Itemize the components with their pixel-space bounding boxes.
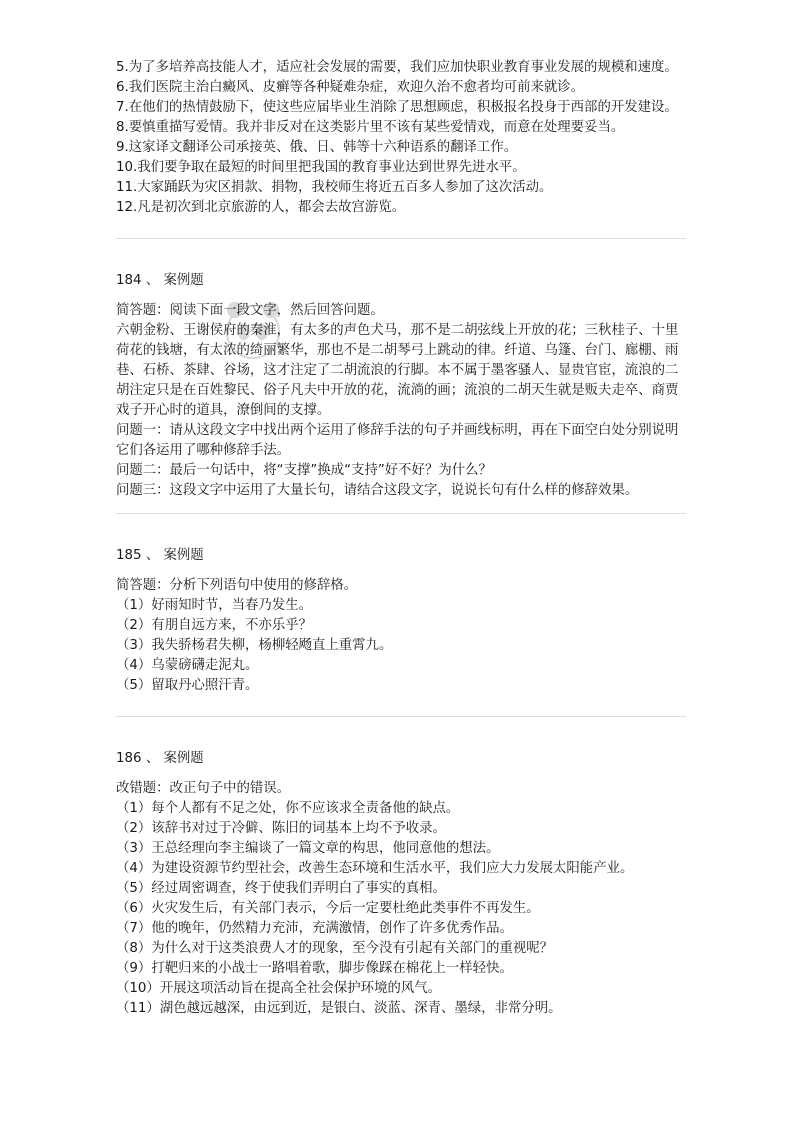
list-item: （5）留取丹心照汗青。 xyxy=(116,678,259,693)
question-number: 184 xyxy=(116,273,142,288)
list-item: （3）王总经理向李主编谈了一篇文章的构思，他同意他的想法。 xyxy=(116,841,500,856)
list-item: 5.为了多培养高技能人才，适应社会发展的需要，我们应加快职业教育事业发展的规模和速度。 xyxy=(116,60,678,75)
question-number: 186 xyxy=(116,751,142,766)
list-item: （4）乌蒙磅礴走泥丸。 xyxy=(116,658,259,673)
document-page xyxy=(116,58,686,1019)
question-prompt: 改错题：改正句子中的错误。 xyxy=(116,781,291,796)
question-type: 案例题 xyxy=(163,273,204,288)
question-separator: 、 xyxy=(141,548,164,563)
question-type: 案例题 xyxy=(163,548,204,563)
question-header xyxy=(116,271,686,291)
list-item: 10.我们要争取在最短的时间里把我国的教育事业达到世界先进水平。 xyxy=(116,160,526,175)
intro-list xyxy=(116,58,686,218)
list-item: （4）为建设资源节约型社会，改善生态环境和生活水平，我们应大力发展太阳能产业。 xyxy=(116,861,634,876)
list-item: （1）每个人都有不足之处，你不应该求全责备他的缺点。 xyxy=(116,801,460,816)
question-header xyxy=(116,546,686,566)
list-item: （2）有朋自远方来，不亦乐乎？ xyxy=(116,618,312,633)
list-item: （11）湖色越远越深，由远到近，是银白、淡蓝、深青、墨绿，非常分明。 xyxy=(116,1001,562,1016)
list-item: （7）他的晚年，仍然精力充沛，充满激情，创作了许多优秀作品。 xyxy=(116,921,513,936)
list-item: （5）经过周密调查，终于使我们弄明白了事实的真相。 xyxy=(116,881,446,896)
list-item: （10）开展这项活动旨在提高全社会保护环境的风气。 xyxy=(116,981,442,996)
list-item: 6.我们医院主治白癜风、皮癣等各种疑难杂症，欢迎久治不愈者均可前来就诊。 xyxy=(116,80,585,95)
sub-question: 问题一：请从这段文字中找出两个运用了修辞手法的句子并画线标明，再在下面空白处分别说明它们各运用了哪种修辞手法。 xyxy=(116,423,679,458)
question-184 xyxy=(116,271,686,501)
question-type: 案例题 xyxy=(163,751,204,766)
list-item: （2）该辞书对过于冷僻、陈旧的词基本上均不予收录。 xyxy=(116,821,446,836)
question-header xyxy=(116,749,686,769)
list-item: （6）火灾发生后，有关部门表示，今后一定要杜绝此类事件不再发生。 xyxy=(116,901,540,916)
list-item: （9）打靶归来的小战士一路唱着歌，脚步像踩在棉花上一样轻快。 xyxy=(116,961,513,976)
list-item: 9.这家译文翻译公司承接英、俄、日、韩等十六种语系的翻译工作。 xyxy=(116,140,518,155)
question-186 xyxy=(116,749,686,1019)
list-item: 12.凡是初次到北京旅游的人，都会去故宫游览。 xyxy=(116,200,406,215)
question-185 xyxy=(116,546,686,696)
list-item: 11.大家踊跃为灾区捐款、捐物，我校师生将近五百多人参加了这次活动。 xyxy=(116,180,553,195)
list-item: 7.在他们的热情鼓励下，使这些应届毕业生消除了思想顾虑，积极报名投身于西部的开发建设。 xyxy=(116,100,678,115)
question-separator: 、 xyxy=(141,751,164,766)
question-separator: 、 xyxy=(141,273,164,288)
list-item: 8.要慎重描写爱情。我并非反对在这类影片里不该有某些爱情戏，而意在处理要妥当。 xyxy=(116,120,625,135)
sub-question: 问题二：最后一句话中，将“支撑”换成“支持”好不好？为什么？ xyxy=(116,463,492,478)
passage-text: 六朝金粉、王谢侯府的秦淮，有太多的声色犬马，那不是二胡弦线上开放的花；三秋桂子、十里荷花的钱塘，有太浓的绮丽繁华，那也不是二胡琴弓上跳动的律。纤道、乌篷、台门、廊棚、雨巷、石桥、茶肆、谷场，这才注定了二胡流浪的行脚。本不属于墨客骚人、显贵官宦，流浪的二胡注定只是在百姓黎民、俗子凡夫中开放的花，流淌的画；流浪的二胡天生就是贩夫走卒、商贾戏子开心时的道具，潦倒间的支撑。 xyxy=(116,323,679,418)
sub-question: 问题三：这段文字中运用了大量长句，请结合这段文字，说说长句有什么样的修辞效果。 xyxy=(116,483,639,498)
question-number: 185 xyxy=(116,548,142,563)
question-prompt: 简答题：阅读下面一段文字，然后回答问题。 xyxy=(116,303,384,318)
list-item: （8）为什么对于这类浪费人才的现象，至今没有引起有关部门的重视呢？ xyxy=(116,941,554,956)
list-item: （3）我失骄杨君失柳，杨柳轻飏直上重霄九。 xyxy=(116,638,393,653)
list-item: （1）好雨知时节，当春乃发生。 xyxy=(116,598,312,613)
question-prompt: 简答题：分析下列语句中使用的修辞格。 xyxy=(116,578,358,593)
